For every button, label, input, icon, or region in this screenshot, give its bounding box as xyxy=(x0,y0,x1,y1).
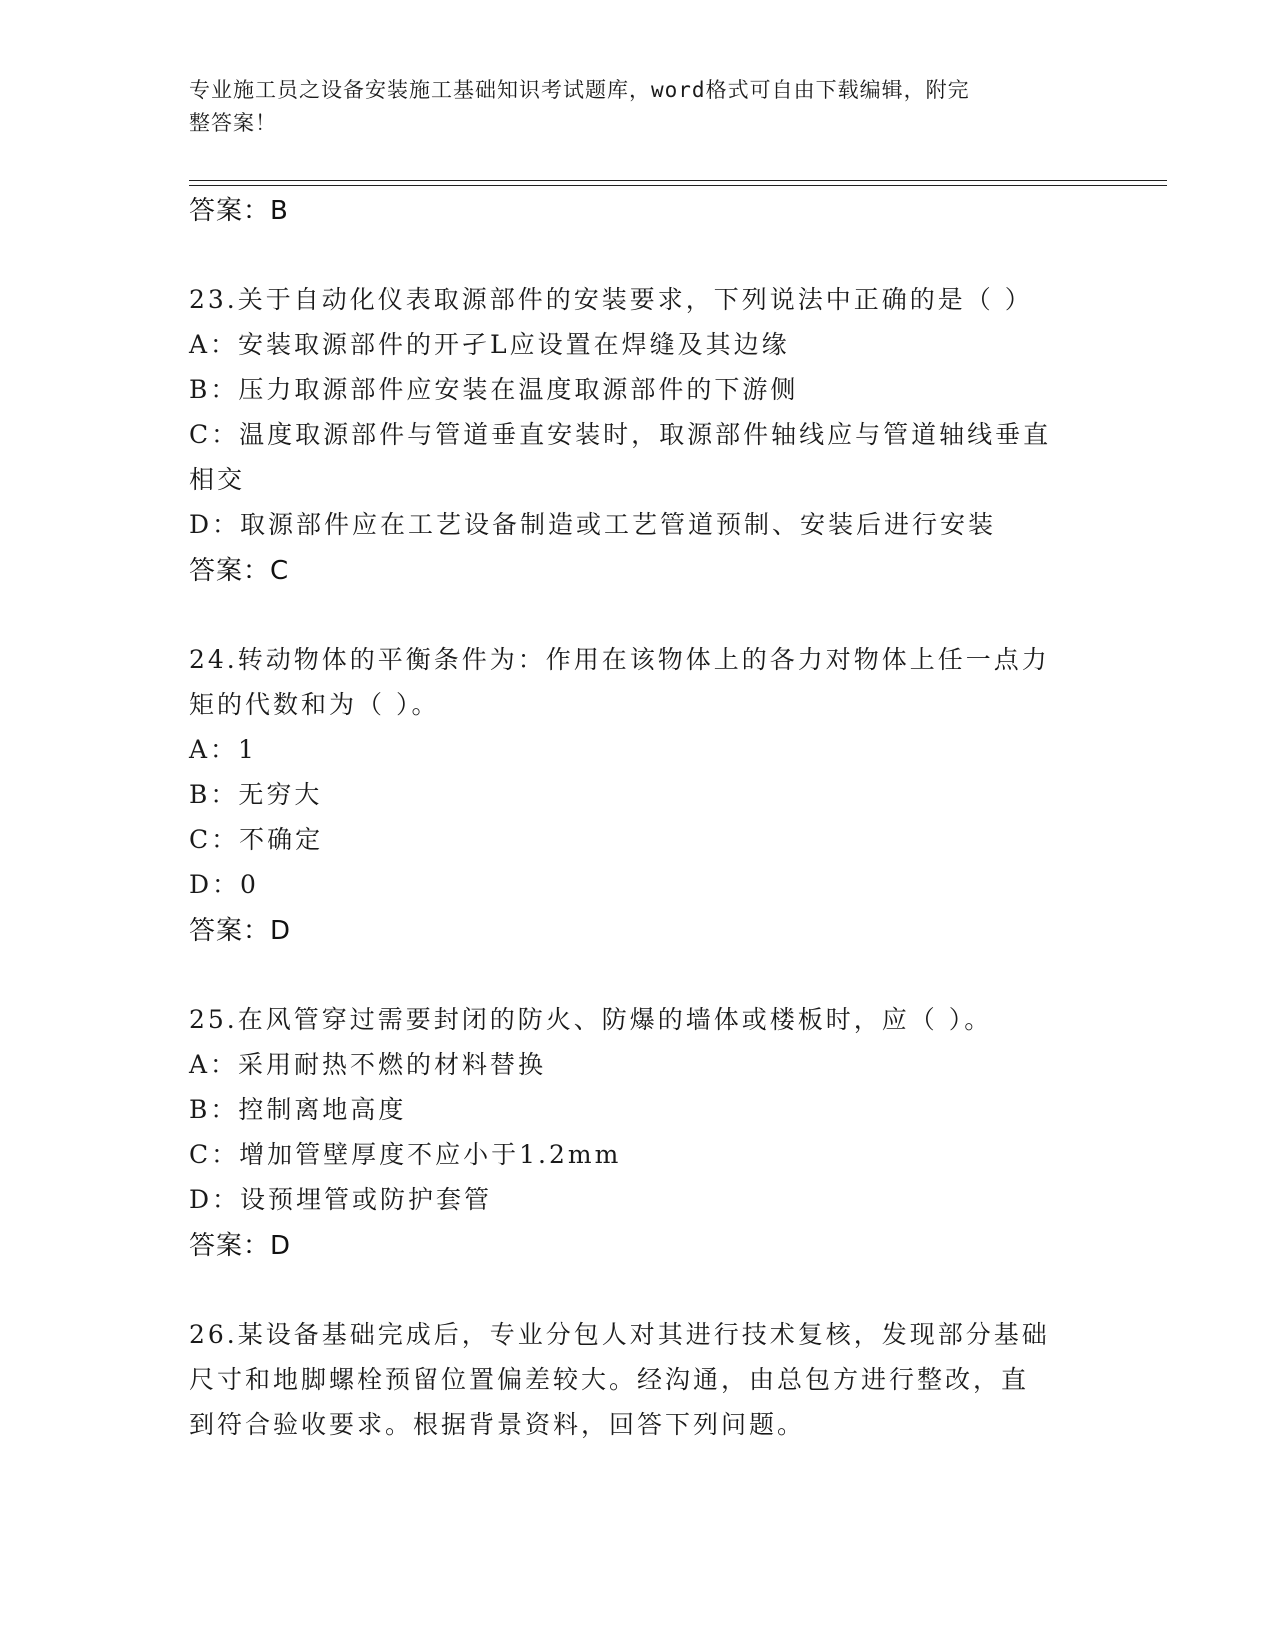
q25-option-a: A：采用耐热不燃的材料替换 xyxy=(189,1050,547,1079)
q23-answer: 答案：C xyxy=(189,556,290,586)
q24-option-d: D：0 xyxy=(189,870,259,899)
q25-answer: 答案：D xyxy=(189,1231,292,1261)
q25-option-d: D：设预埋管或防护套管 xyxy=(189,1185,493,1214)
q24-option-a: A：1 xyxy=(189,735,257,764)
header-line-2: 整答案！ xyxy=(189,111,277,135)
q23-option-c: C：温度取源部件与管道垂直安装时，取源部件轴线应与管道轴线垂直 xyxy=(189,420,1052,449)
q26-stem-cont-1: 尺寸和地脚螺栓预留位置偏差较大。经沟通，由总包方进行整改，直 xyxy=(189,1365,1030,1394)
document-header xyxy=(189,74,1069,140)
q25-stem: 25.在风管穿过需要封闭的防火、防爆的墙体或楼板时，应（ ）。 xyxy=(189,1005,993,1034)
q26-stem: 26.某设备基础完成后，专业分包人对其进行技术复核，发现部分基础 xyxy=(189,1320,1050,1349)
q23-option-b: B：压力取源部件应安装在温度取源部件的下游侧 xyxy=(189,375,799,404)
header-line-1: 专业施工员之设备安装施工基础知识考试题库，word格式可自由下载编辑，附完 xyxy=(189,78,970,102)
answer-prev: 答案：B xyxy=(189,196,289,226)
q25-option-b: B：控制离地高度 xyxy=(189,1095,407,1124)
q26-stem-cont-2: 到符合验收要求。根据背景资料，回答下列问题。 xyxy=(189,1410,806,1439)
q23-option-c-cont: 相交 xyxy=(189,465,246,494)
q24-option-c: C：不确定 xyxy=(189,825,324,854)
q24-option-b: B：无穷大 xyxy=(189,780,323,809)
header-divider-top xyxy=(189,180,1167,181)
q23-option-d: D：取源部件应在工艺设备制造或工艺管道预制、安装后进行安装 xyxy=(189,510,997,539)
q24-stem: 24.转动物体的平衡条件为：作用在该物体上的各力对物体上任一点力 xyxy=(189,645,1050,674)
q23-stem: 23.关于自动化仪表取源部件的安装要求，下列说法中正确的是（ ） xyxy=(189,285,1033,314)
q24-stem-cont: 矩的代数和为（ ）。 xyxy=(189,690,440,719)
q23-option-a: A：安装取源部件的开孑L应设置在焊缝及其边缘 xyxy=(189,330,790,359)
q24-answer: 答案：D xyxy=(189,916,292,946)
header-divider-bottom xyxy=(189,185,1167,186)
q25-option-c: C：增加管壁厚度不应小于1.2mm xyxy=(189,1140,622,1169)
